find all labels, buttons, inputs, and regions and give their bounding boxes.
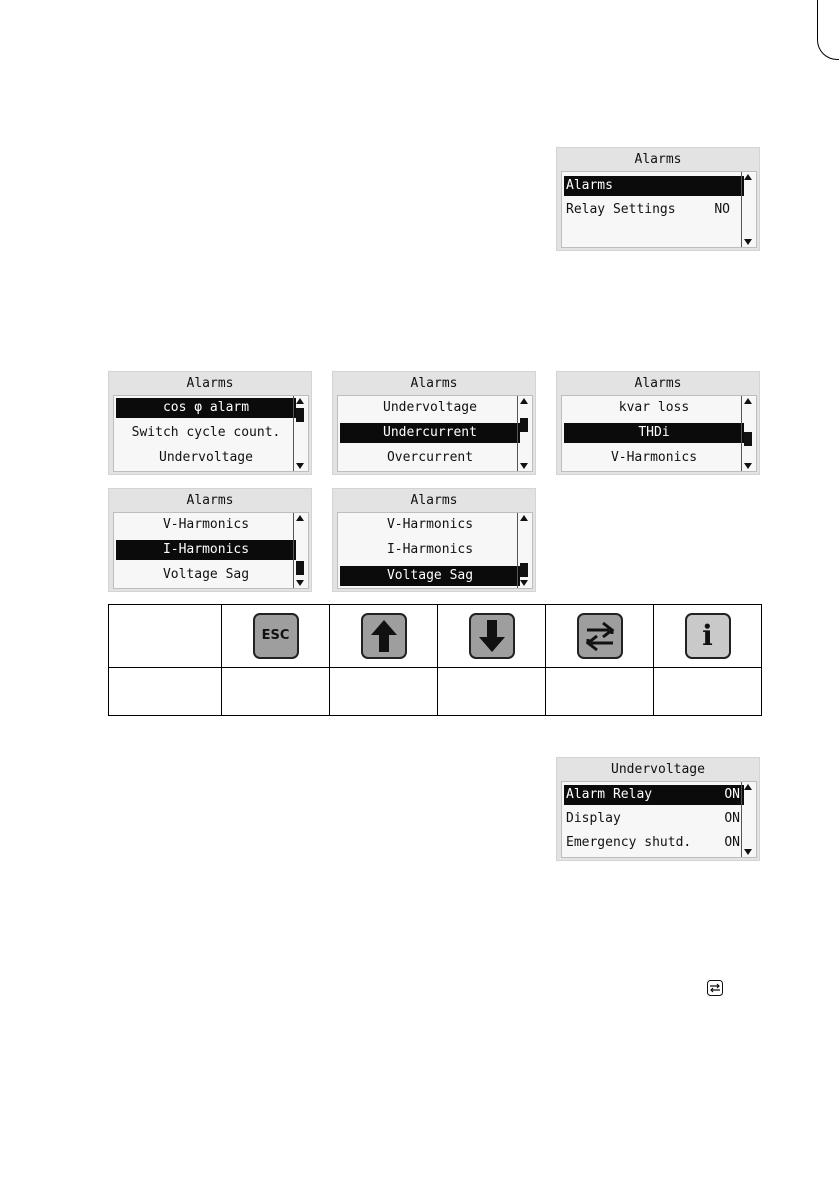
setting-value: ON xyxy=(724,811,740,826)
setting-value: ON xyxy=(724,835,740,850)
esc-label: ESC xyxy=(261,628,290,643)
scroll-thumb[interactable] xyxy=(520,418,528,432)
list-item[interactable] xyxy=(116,540,296,560)
scrollbar[interactable] xyxy=(741,172,755,247)
scroll-down-icon xyxy=(520,463,528,469)
setting-label: Emergency shutd. xyxy=(566,835,692,850)
scrollbar[interactable] xyxy=(293,396,307,471)
list-item[interactable] xyxy=(116,423,296,443)
lcd-title: Alarms xyxy=(410,493,458,508)
lcd-title: Alarms xyxy=(634,376,682,391)
list-item-label: Undercurrent xyxy=(383,425,477,440)
list-item[interactable] xyxy=(340,423,520,443)
lcd-title: Alarms xyxy=(634,152,682,167)
lcd-screen xyxy=(561,395,757,472)
scroll-up-icon xyxy=(520,515,528,521)
toggle-button[interactable] xyxy=(577,613,623,659)
table-cell-empty xyxy=(438,668,546,716)
list-item-label: Undervoltage xyxy=(383,400,477,415)
table-cell-info xyxy=(654,605,762,668)
page-corner-mark xyxy=(817,0,839,60)
lcd-screen xyxy=(337,512,533,589)
lcd-alarms-list-2 xyxy=(332,371,536,475)
lcd-screen xyxy=(561,171,757,248)
lcd-title: Alarms xyxy=(410,376,458,391)
esc-button[interactable] xyxy=(253,613,299,659)
scrollbar[interactable] xyxy=(741,782,755,857)
lcd-undervoltage xyxy=(556,757,760,861)
table-cell-toggle xyxy=(546,605,654,668)
scroll-down-icon xyxy=(296,580,304,586)
list-item-label: THDi xyxy=(638,425,670,440)
scroll-up-icon xyxy=(744,784,752,790)
scrollbar[interactable] xyxy=(293,513,307,588)
list-item-label: Switch cycle count. xyxy=(131,425,281,440)
menu-item-label: Alarms xyxy=(566,178,613,193)
lcd-alarms-list-4 xyxy=(108,488,312,592)
menu-item-label: Relay Settings xyxy=(566,202,676,217)
lcd-alarms-menu xyxy=(556,147,760,251)
list-item-label: kvar loss xyxy=(618,400,690,415)
list-item[interactable] xyxy=(564,448,744,468)
setting-label: Alarm Relay xyxy=(566,787,653,802)
setting-value: ON xyxy=(724,787,740,802)
list-item[interactable] xyxy=(340,540,520,560)
setting-display[interactable] xyxy=(564,809,744,829)
toggle-arrows-icon xyxy=(707,980,723,996)
table-cell-empty xyxy=(654,668,762,716)
list-item-label: V-Harmonics xyxy=(162,517,250,532)
info-icon: i xyxy=(702,619,713,652)
list-item-label: Voltage Sag xyxy=(386,568,474,583)
lcd-title: Alarms xyxy=(186,376,234,391)
arrow-down-icon xyxy=(471,615,513,657)
setting-emergency-shutdown[interactable] xyxy=(564,833,744,853)
scroll-up-icon xyxy=(296,398,304,404)
table-cell-empty xyxy=(222,668,330,716)
scroll-up-icon xyxy=(296,515,304,521)
list-item-label: Overcurrent xyxy=(386,450,474,465)
lcd-screen xyxy=(113,395,309,472)
key-function-table xyxy=(108,604,762,716)
list-item-label: I-Harmonics xyxy=(162,542,250,557)
list-item[interactable] xyxy=(564,423,744,443)
list-item-label: V-Harmonics xyxy=(386,517,474,532)
list-item[interactable] xyxy=(564,398,744,418)
list-item-label: Undervoltage xyxy=(159,450,253,465)
lcd-title: Undervoltage xyxy=(611,762,705,777)
arrow-up-icon xyxy=(363,615,405,657)
table-cell-empty xyxy=(330,668,438,716)
scroll-down-icon xyxy=(744,239,752,245)
list-item[interactable] xyxy=(116,398,296,418)
lcd-title: Alarms xyxy=(186,493,234,508)
lcd-alarms-list-5 xyxy=(332,488,536,592)
list-item-label: I-Harmonics xyxy=(386,542,474,557)
scroll-thumb[interactable] xyxy=(296,408,304,422)
setting-alarm-relay[interactable] xyxy=(564,785,744,805)
list-item[interactable] xyxy=(340,515,520,535)
lcd-screen xyxy=(561,781,757,858)
lcd-screen xyxy=(337,395,533,472)
scroll-thumb[interactable] xyxy=(296,561,304,575)
down-button[interactable] xyxy=(469,613,515,659)
scroll-thumb[interactable] xyxy=(520,563,528,577)
list-item[interactable] xyxy=(340,398,520,418)
info-button[interactable] xyxy=(685,613,731,659)
list-item[interactable] xyxy=(340,448,520,468)
table-cell-empty xyxy=(109,605,222,668)
scrollbar[interactable] xyxy=(517,513,531,588)
scrollbar[interactable] xyxy=(741,396,755,471)
list-item[interactable] xyxy=(116,565,296,585)
setting-label: Display xyxy=(566,811,621,826)
lcd-alarms-list-1 xyxy=(108,371,312,475)
scroll-up-icon xyxy=(520,398,528,404)
menu-item-alarms[interactable] xyxy=(564,176,744,196)
list-item-label: Voltage Sag xyxy=(162,567,250,582)
menu-item-value: NO xyxy=(714,202,730,217)
scroll-thumb[interactable] xyxy=(744,432,752,446)
scroll-up-icon xyxy=(744,174,752,180)
scroll-down-icon xyxy=(520,580,528,586)
table-cell-up xyxy=(330,605,438,668)
list-item[interactable] xyxy=(116,515,296,535)
list-item[interactable] xyxy=(116,448,296,468)
scroll-down-icon xyxy=(744,463,752,469)
menu-item-relay-settings[interactable] xyxy=(564,200,744,220)
list-item-label: V-Harmonics xyxy=(610,450,698,465)
table-cell-empty xyxy=(546,668,654,716)
list-item[interactable] xyxy=(340,566,520,586)
table-cell-empty xyxy=(109,668,222,716)
list-item-label: cos φ alarm xyxy=(162,400,250,415)
lcd-alarms-list-3 xyxy=(556,371,760,475)
toggle-arrows-icon xyxy=(579,615,621,657)
scroll-down-icon xyxy=(296,463,304,469)
table-cell-down xyxy=(438,605,546,668)
lcd-screen xyxy=(113,512,309,589)
scrollbar[interactable] xyxy=(517,396,531,471)
scroll-up-icon xyxy=(744,398,752,404)
up-button[interactable] xyxy=(361,613,407,659)
scroll-down-icon xyxy=(744,849,752,855)
table-cell-esc xyxy=(222,605,330,668)
